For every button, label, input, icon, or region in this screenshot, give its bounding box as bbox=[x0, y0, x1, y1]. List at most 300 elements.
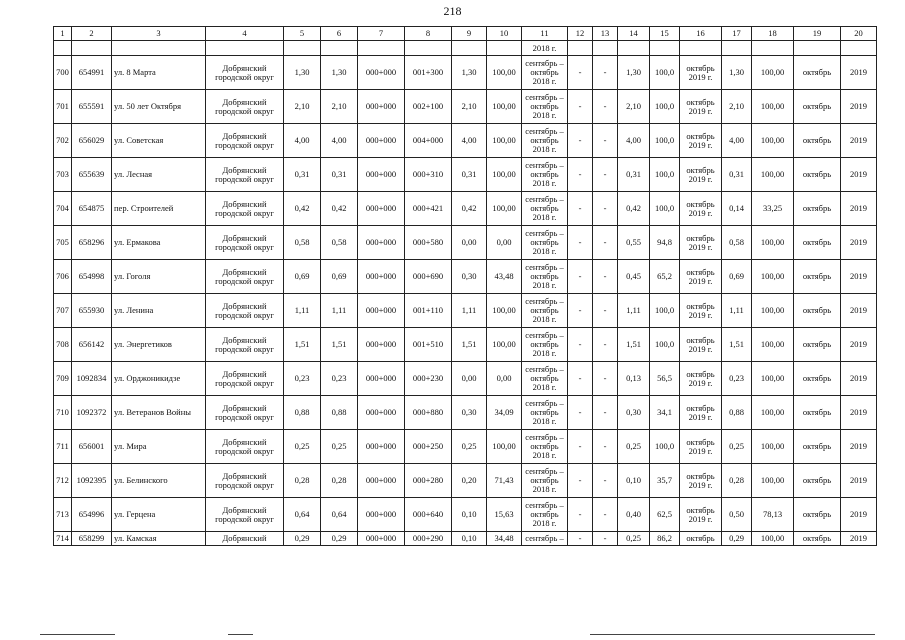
cell-col-7: 000+000 bbox=[358, 396, 405, 430]
cell-col-10: 71,43 bbox=[487, 464, 522, 498]
cell-col-14: 0,40 bbox=[618, 498, 650, 532]
cell-col-13: - bbox=[593, 464, 618, 498]
table-row bbox=[54, 294, 877, 328]
cell-col-19: 19 bbox=[794, 27, 841, 41]
cell-col-14: 0,25 bbox=[618, 430, 650, 464]
cell-col-17: 1,30 bbox=[722, 56, 752, 90]
cell-col-10: 10 bbox=[487, 27, 522, 41]
cell-col-2 bbox=[72, 41, 112, 56]
cell-col-6: 1,11 bbox=[321, 294, 358, 328]
cell-col-5: 0,58 bbox=[284, 226, 321, 260]
cell-col-20: 2019 bbox=[841, 532, 877, 546]
cell-col-16: октябрь 2019 г. bbox=[680, 260, 722, 294]
cell-col-9: 1,51 bbox=[452, 328, 487, 362]
cell-col-12: - bbox=[568, 464, 593, 498]
cell-col-5: 0,28 bbox=[284, 464, 321, 498]
cell-col-4: Добрянский городской округ bbox=[206, 90, 284, 124]
cell-col-19: октябрь bbox=[794, 226, 841, 260]
cell-col-9: 0,10 bbox=[452, 532, 487, 546]
cell-col-8: 000+421 bbox=[405, 192, 452, 226]
cell-col-19: октябрь bbox=[794, 192, 841, 226]
cell-col-6: 4,00 bbox=[321, 124, 358, 158]
table-row bbox=[54, 226, 877, 260]
cell-col-16 bbox=[680, 41, 722, 56]
cell-col-12: - bbox=[568, 260, 593, 294]
cell-col-8: 000+280 bbox=[405, 464, 452, 498]
cell-col-18: 100,00 bbox=[752, 532, 794, 546]
cell-col-13: - bbox=[593, 260, 618, 294]
cell-col-5 bbox=[284, 41, 321, 56]
cell-col-5: 4,00 bbox=[284, 124, 321, 158]
cell-col-13 bbox=[593, 41, 618, 56]
cell-col-20: 2019 bbox=[841, 56, 877, 90]
cell-col-3: 3 bbox=[112, 27, 206, 41]
cell-col-20: 2019 bbox=[841, 90, 877, 124]
cell-col-19: октябрь bbox=[794, 328, 841, 362]
cell-col-2: 654991 bbox=[72, 56, 112, 90]
cell-col-1: 711 bbox=[54, 430, 72, 464]
header-row bbox=[54, 27, 877, 41]
table-row bbox=[54, 192, 877, 226]
cell-col-12: - bbox=[568, 158, 593, 192]
cell-col-7: 000+000 bbox=[358, 260, 405, 294]
cell-col-3: ул. Ветеранов Войны bbox=[112, 396, 206, 430]
cell-col-17 bbox=[722, 41, 752, 56]
cell-col-8: 004+000 bbox=[405, 124, 452, 158]
cell-col-7: 000+000 bbox=[358, 226, 405, 260]
cell-col-15: 100,0 bbox=[650, 430, 680, 464]
cell-col-7: 000+000 bbox=[358, 124, 405, 158]
cell-col-5: 0,42 bbox=[284, 192, 321, 226]
cell-col-18 bbox=[752, 41, 794, 56]
cell-col-5: 0,29 bbox=[284, 532, 321, 546]
footer-rule-left bbox=[40, 634, 115, 635]
cell-col-2: 2 bbox=[72, 27, 112, 41]
cell-col-19: октябрь bbox=[794, 294, 841, 328]
cell-col-17: 0,31 bbox=[722, 158, 752, 192]
cell-col-9: 1,11 bbox=[452, 294, 487, 328]
cell-col-15: 65,2 bbox=[650, 260, 680, 294]
cell-col-1: 1 bbox=[54, 27, 72, 41]
cell-col-8: 000+310 bbox=[405, 158, 452, 192]
cell-col-16: октябрь 2019 г. bbox=[680, 192, 722, 226]
cell-col-6: 1,30 bbox=[321, 56, 358, 90]
cell-col-18: 100,00 bbox=[752, 294, 794, 328]
cell-col-8: 000+690 bbox=[405, 260, 452, 294]
cell-col-11: сентябрь – октябрь 2018 г. bbox=[522, 464, 568, 498]
cell-col-1 bbox=[54, 41, 72, 56]
cell-col-3 bbox=[112, 41, 206, 56]
cell-col-2: 1092834 bbox=[72, 362, 112, 396]
footer-rule-mid bbox=[228, 634, 253, 635]
cell-col-17: 0,28 bbox=[722, 464, 752, 498]
cell-col-4: Добрянский городской округ bbox=[206, 124, 284, 158]
cell-col-5: 0,69 bbox=[284, 260, 321, 294]
cell-col-18: 100,00 bbox=[752, 260, 794, 294]
cell-col-18: 100,00 bbox=[752, 90, 794, 124]
cell-col-11: сентябрь – октябрь 2018 г. bbox=[522, 56, 568, 90]
cell-col-19: октябрь bbox=[794, 56, 841, 90]
cell-col-1: 703 bbox=[54, 158, 72, 192]
cell-col-15: 35,7 bbox=[650, 464, 680, 498]
footer-rule-right bbox=[590, 634, 875, 635]
cell-col-6: 0,29 bbox=[321, 532, 358, 546]
cell-col-11: сентябрь – октябрь 2018 г. bbox=[522, 362, 568, 396]
cell-col-1: 702 bbox=[54, 124, 72, 158]
table-row bbox=[54, 158, 877, 192]
cell-col-16: октябрь 2019 г. bbox=[680, 498, 722, 532]
cell-col-7: 000+000 bbox=[358, 430, 405, 464]
cell-col-10: 100,00 bbox=[487, 294, 522, 328]
cell-col-1: 700 bbox=[54, 56, 72, 90]
cell-col-13: - bbox=[593, 532, 618, 546]
cell-col-5: 5 bbox=[284, 27, 321, 41]
cell-col-4: 4 bbox=[206, 27, 284, 41]
cell-col-11: сентябрь – октябрь 2018 г. bbox=[522, 226, 568, 260]
cell-col-9: 0,10 bbox=[452, 498, 487, 532]
cell-col-18: 33,25 bbox=[752, 192, 794, 226]
cell-col-6: 0,88 bbox=[321, 396, 358, 430]
cell-col-7 bbox=[358, 41, 405, 56]
cell-col-8: 000+640 bbox=[405, 498, 452, 532]
cell-col-2: 656029 bbox=[72, 124, 112, 158]
cell-col-16: октябрь 2019 г. bbox=[680, 90, 722, 124]
cell-col-11: сентябрь – октябрь 2018 г. bbox=[522, 260, 568, 294]
cell-col-10: 100,00 bbox=[487, 158, 522, 192]
cell-col-3: ул. Герцена bbox=[112, 498, 206, 532]
cell-col-14: 0,25 bbox=[618, 532, 650, 546]
cell-col-19: октябрь bbox=[794, 90, 841, 124]
cell-col-13: - bbox=[593, 328, 618, 362]
cell-col-5: 0,64 bbox=[284, 498, 321, 532]
cell-col-1: 704 bbox=[54, 192, 72, 226]
cell-col-16: октябрь 2019 г. bbox=[680, 124, 722, 158]
cell-col-6: 0,25 bbox=[321, 430, 358, 464]
cell-col-11: сентябрь – октябрь 2018 г. bbox=[522, 430, 568, 464]
cell-col-3: ул. 50 лет Октября bbox=[112, 90, 206, 124]
cell-col-6: 0,42 bbox=[321, 192, 358, 226]
cell-col-18: 100,00 bbox=[752, 430, 794, 464]
cell-col-9: 0,25 bbox=[452, 430, 487, 464]
cell-col-11: сентябрь – октябрь 2018 г. bbox=[522, 90, 568, 124]
cell-col-13: - bbox=[593, 56, 618, 90]
cell-col-10: 100,00 bbox=[487, 90, 522, 124]
table-row bbox=[54, 260, 877, 294]
cell-col-14: 4,00 bbox=[618, 124, 650, 158]
cell-col-4: Добрянский городской округ bbox=[206, 498, 284, 532]
cell-col-5: 2,10 bbox=[284, 90, 321, 124]
cell-col-4: Добрянский городской округ bbox=[206, 226, 284, 260]
cell-col-6: 0,28 bbox=[321, 464, 358, 498]
table-row bbox=[54, 464, 877, 498]
cell-col-6: 1,51 bbox=[321, 328, 358, 362]
cell-col-4 bbox=[206, 41, 284, 56]
cell-col-4: Добрянский городской округ bbox=[206, 396, 284, 430]
cell-col-8: 000+230 bbox=[405, 362, 452, 396]
cell-col-9 bbox=[452, 41, 487, 56]
cell-col-14 bbox=[618, 41, 650, 56]
cell-col-14: 0,45 bbox=[618, 260, 650, 294]
cell-col-4: Добрянский городской округ bbox=[206, 294, 284, 328]
cell-col-10: 100,00 bbox=[487, 328, 522, 362]
cell-col-10 bbox=[487, 41, 522, 56]
cell-col-3: ул. Советская bbox=[112, 124, 206, 158]
cell-col-6: 0,23 bbox=[321, 362, 358, 396]
cell-col-16: октябрь 2019 г. bbox=[680, 396, 722, 430]
cell-col-7: 000+000 bbox=[358, 90, 405, 124]
cell-col-20: 2019 bbox=[841, 430, 877, 464]
cell-col-18: 100,00 bbox=[752, 464, 794, 498]
cell-col-3: ул. Гоголя bbox=[112, 260, 206, 294]
cell-col-17: 0,25 bbox=[722, 430, 752, 464]
table-row bbox=[54, 430, 877, 464]
cell-col-10: 100,00 bbox=[487, 124, 522, 158]
cell-col-3: ул. Ленина bbox=[112, 294, 206, 328]
cell-col-13: - bbox=[593, 294, 618, 328]
cell-col-9: 1,30 bbox=[452, 56, 487, 90]
cell-col-13: - bbox=[593, 192, 618, 226]
cell-col-17: 4,00 bbox=[722, 124, 752, 158]
cell-col-18: 100,00 bbox=[752, 328, 794, 362]
cell-col-8: 8 bbox=[405, 27, 452, 41]
cell-col-9: 0,00 bbox=[452, 362, 487, 396]
cell-col-3: ул. Белинского bbox=[112, 464, 206, 498]
table-row bbox=[54, 498, 877, 532]
cell-col-13: 13 bbox=[593, 27, 618, 41]
cell-col-12: - bbox=[568, 226, 593, 260]
cell-col-15: 62,5 bbox=[650, 498, 680, 532]
cell-col-18: 100,00 bbox=[752, 56, 794, 90]
cell-col-1: 701 bbox=[54, 90, 72, 124]
cell-col-12 bbox=[568, 41, 593, 56]
cell-col-9: 0,30 bbox=[452, 396, 487, 430]
cell-col-13: - bbox=[593, 430, 618, 464]
continuation-row bbox=[54, 41, 877, 56]
cell-col-11: 2018 г. bbox=[522, 41, 568, 56]
cell-col-8: 001+300 bbox=[405, 56, 452, 90]
table-row bbox=[54, 90, 877, 124]
cell-col-17: 0,50 bbox=[722, 498, 752, 532]
cell-col-12: - bbox=[568, 362, 593, 396]
cell-col-7: 000+000 bbox=[358, 532, 405, 546]
cell-col-12: - bbox=[568, 396, 593, 430]
cell-col-3: пер. Строителей bbox=[112, 192, 206, 226]
cell-col-18: 100,00 bbox=[752, 396, 794, 430]
cell-col-16: октябрь bbox=[680, 532, 722, 546]
cell-col-2: 658299 bbox=[72, 532, 112, 546]
cell-col-17: 0,23 bbox=[722, 362, 752, 396]
cell-col-3: ул. Мира bbox=[112, 430, 206, 464]
cell-col-4: Добрянский городской округ bbox=[206, 430, 284, 464]
cell-col-11: сентябрь – bbox=[522, 532, 568, 546]
cell-col-14: 0,10 bbox=[618, 464, 650, 498]
cell-col-17: 1,51 bbox=[722, 328, 752, 362]
cell-col-3: ул. Орджоникидзе bbox=[112, 362, 206, 396]
cell-col-5: 0,88 bbox=[284, 396, 321, 430]
cell-col-6: 0,69 bbox=[321, 260, 358, 294]
cell-col-15: 100,0 bbox=[650, 56, 680, 90]
cell-col-7: 000+000 bbox=[358, 362, 405, 396]
cell-col-14: 0,42 bbox=[618, 192, 650, 226]
cell-col-15: 100,0 bbox=[650, 294, 680, 328]
cell-col-4: Добрянский городской округ bbox=[206, 362, 284, 396]
cell-col-19: октябрь bbox=[794, 158, 841, 192]
cell-col-18: 100,00 bbox=[752, 124, 794, 158]
road-repair-table bbox=[53, 26, 877, 546]
cell-col-19: октябрь bbox=[794, 532, 841, 546]
cell-col-15 bbox=[650, 41, 680, 56]
cell-col-2: 1092372 bbox=[72, 396, 112, 430]
cell-col-13: - bbox=[593, 90, 618, 124]
cell-col-4: Добрянский городской округ bbox=[206, 260, 284, 294]
cell-col-5: 0,23 bbox=[284, 362, 321, 396]
cell-col-20: 2019 bbox=[841, 362, 877, 396]
cell-col-10: 15,63 bbox=[487, 498, 522, 532]
cell-col-9: 0,30 bbox=[452, 260, 487, 294]
cell-col-12: - bbox=[568, 56, 593, 90]
cell-col-15: 34,1 bbox=[650, 396, 680, 430]
cell-col-19 bbox=[794, 41, 841, 56]
cell-col-4: Добрянский городской округ bbox=[206, 158, 284, 192]
cell-col-19: октябрь bbox=[794, 396, 841, 430]
cell-col-12: - bbox=[568, 328, 593, 362]
cell-col-1: 705 bbox=[54, 226, 72, 260]
cell-col-9: 0,42 bbox=[452, 192, 487, 226]
page-number: 218 bbox=[443, 4, 462, 18]
cell-col-16: октябрь 2019 г. bbox=[680, 430, 722, 464]
cell-col-14: 1,11 bbox=[618, 294, 650, 328]
cell-col-20: 2019 bbox=[841, 158, 877, 192]
cell-col-19: октябрь bbox=[794, 362, 841, 396]
cell-col-14: 0,13 bbox=[618, 362, 650, 396]
cell-col-11: сентябрь – октябрь 2018 г. bbox=[522, 192, 568, 226]
cell-col-12: - bbox=[568, 124, 593, 158]
cell-col-15: 56,5 bbox=[650, 362, 680, 396]
cell-col-3: ул. Энергетиков bbox=[112, 328, 206, 362]
cell-col-12: - bbox=[568, 294, 593, 328]
cell-col-16: 16 bbox=[680, 27, 722, 41]
cell-col-17: 2,10 bbox=[722, 90, 752, 124]
cell-col-17: 0,58 bbox=[722, 226, 752, 260]
cell-col-12: - bbox=[568, 90, 593, 124]
cell-col-16: октябрь 2019 г. bbox=[680, 226, 722, 260]
cell-col-20: 20 bbox=[841, 27, 877, 41]
cell-col-13: - bbox=[593, 362, 618, 396]
cell-col-15: 100,0 bbox=[650, 90, 680, 124]
cell-col-20: 2019 bbox=[841, 192, 877, 226]
cell-col-2: 655930 bbox=[72, 294, 112, 328]
cell-col-14: 0,30 bbox=[618, 396, 650, 430]
cell-col-18: 18 bbox=[752, 27, 794, 41]
cell-col-8: 002+100 bbox=[405, 90, 452, 124]
cell-col-9: 2,10 bbox=[452, 90, 487, 124]
cell-col-8: 000+880 bbox=[405, 396, 452, 430]
cell-col-5: 1,11 bbox=[284, 294, 321, 328]
cell-col-7: 000+000 bbox=[358, 294, 405, 328]
table-row bbox=[54, 396, 877, 430]
cell-col-10: 100,00 bbox=[487, 56, 522, 90]
cell-col-10: 100,00 bbox=[487, 430, 522, 464]
cell-col-2: 655591 bbox=[72, 90, 112, 124]
cell-col-13: - bbox=[593, 498, 618, 532]
cell-col-20 bbox=[841, 41, 877, 56]
cell-col-16: октябрь 2019 г. bbox=[680, 362, 722, 396]
cell-col-1: 710 bbox=[54, 396, 72, 430]
cell-col-16: октябрь 2019 г. bbox=[680, 56, 722, 90]
cell-col-7: 000+000 bbox=[358, 498, 405, 532]
cell-col-2: 655639 bbox=[72, 158, 112, 192]
cell-col-20: 2019 bbox=[841, 226, 877, 260]
cell-col-4: Добрянский bbox=[206, 532, 284, 546]
cell-col-13: - bbox=[593, 158, 618, 192]
cell-col-4: Добрянский городской округ bbox=[206, 192, 284, 226]
table-row bbox=[54, 56, 877, 90]
cell-col-6: 6 bbox=[321, 27, 358, 41]
cell-col-7: 000+000 bbox=[358, 328, 405, 362]
cell-col-6 bbox=[321, 41, 358, 56]
cell-col-11: сентябрь – октябрь 2018 г. bbox=[522, 396, 568, 430]
cell-col-17: 1,11 bbox=[722, 294, 752, 328]
cell-col-7: 7 bbox=[358, 27, 405, 41]
cell-col-18: 100,00 bbox=[752, 158, 794, 192]
cell-col-19: октябрь bbox=[794, 430, 841, 464]
cell-col-15: 100,0 bbox=[650, 192, 680, 226]
table-row bbox=[54, 328, 877, 362]
cell-col-14: 1,51 bbox=[618, 328, 650, 362]
cell-col-11: сентябрь – октябрь 2018 г. bbox=[522, 124, 568, 158]
cell-col-1: 706 bbox=[54, 260, 72, 294]
cell-col-3: ул. 8 Марта bbox=[112, 56, 206, 90]
cell-col-14: 0,31 bbox=[618, 158, 650, 192]
cell-col-6: 0,58 bbox=[321, 226, 358, 260]
cell-col-13: - bbox=[593, 124, 618, 158]
cell-col-5: 0,31 bbox=[284, 158, 321, 192]
cell-col-10: 34,48 bbox=[487, 532, 522, 546]
cell-col-19: октябрь bbox=[794, 260, 841, 294]
cell-col-10: 100,00 bbox=[487, 192, 522, 226]
cell-col-11: сентябрь – октябрь 2018 г. bbox=[522, 328, 568, 362]
cell-col-9: 4,00 bbox=[452, 124, 487, 158]
cell-col-10: 34,09 bbox=[487, 396, 522, 430]
cell-col-20: 2019 bbox=[841, 328, 877, 362]
cell-col-14: 2,10 bbox=[618, 90, 650, 124]
cell-col-1: 713 bbox=[54, 498, 72, 532]
cell-col-17: 0,88 bbox=[722, 396, 752, 430]
cell-col-20: 2019 bbox=[841, 498, 877, 532]
cell-col-2: 654996 bbox=[72, 498, 112, 532]
table-row-partial bbox=[54, 532, 877, 546]
cell-col-15: 94,8 bbox=[650, 226, 680, 260]
cell-col-4: Добрянский городской округ bbox=[206, 328, 284, 362]
cell-col-5: 0,25 bbox=[284, 430, 321, 464]
cell-col-3: ул. Камская bbox=[112, 532, 206, 546]
cell-col-13: - bbox=[593, 396, 618, 430]
table-row bbox=[54, 362, 877, 396]
cell-col-12: - bbox=[568, 192, 593, 226]
cell-col-8: 001+110 bbox=[405, 294, 452, 328]
cell-col-19: октябрь bbox=[794, 124, 841, 158]
cell-col-9: 9 bbox=[452, 27, 487, 41]
cell-col-17: 17 bbox=[722, 27, 752, 41]
cell-col-16: октябрь 2019 г. bbox=[680, 294, 722, 328]
cell-col-5: 1,30 bbox=[284, 56, 321, 90]
cell-col-2: 1092395 bbox=[72, 464, 112, 498]
cell-col-4: Добрянский городской округ bbox=[206, 464, 284, 498]
cell-col-20: 2019 bbox=[841, 396, 877, 430]
cell-col-10: 0,00 bbox=[487, 226, 522, 260]
cell-col-5: 1,51 bbox=[284, 328, 321, 362]
cell-col-7: 000+000 bbox=[358, 192, 405, 226]
